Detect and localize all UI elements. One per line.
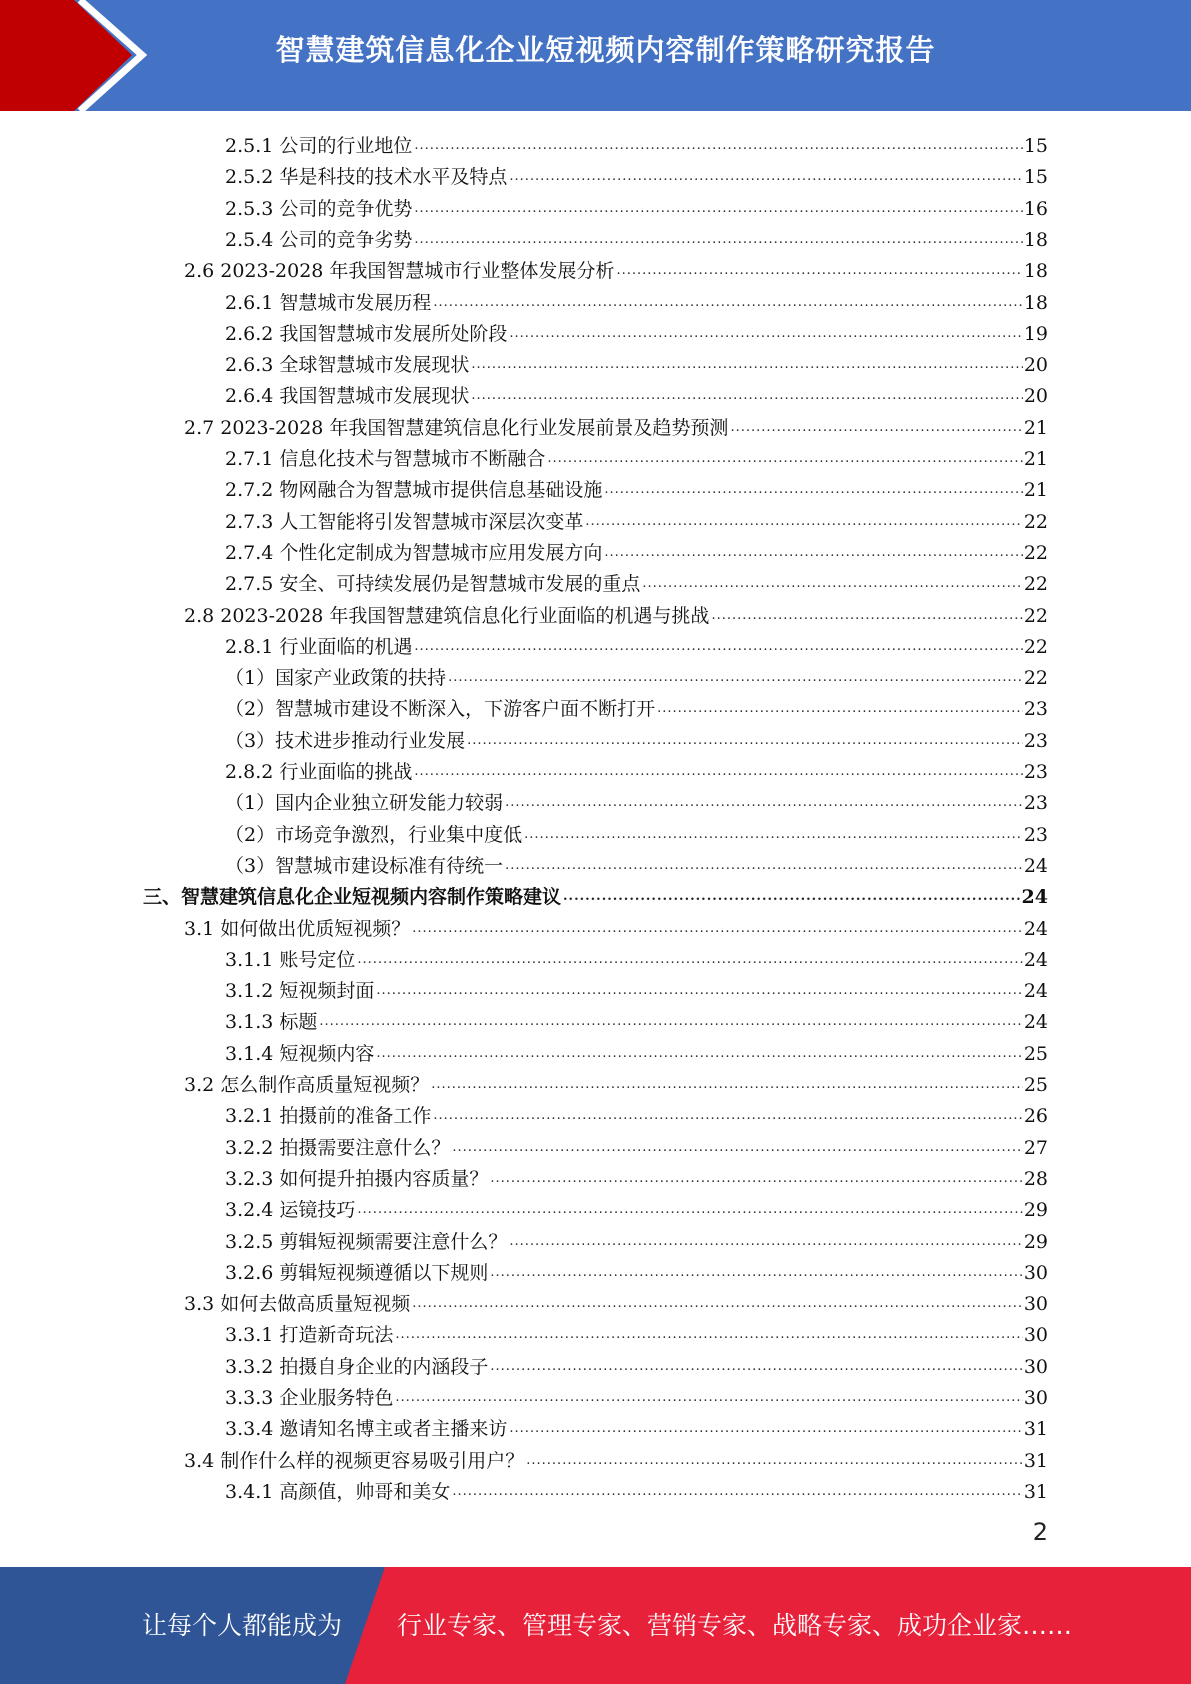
toc-entry-page: 23: [1023, 823, 1048, 846]
toc-entry[interactable]: [225, 784, 1048, 815]
toc-entry-title: 3.2.6 剪辑短视频遵循以下规则: [225, 1261, 489, 1284]
toc-entry[interactable]: [225, 190, 1048, 221]
toc-entry-page: 21: [1023, 479, 1048, 502]
toc-dot-leader: [505, 857, 1023, 875]
toc-entry-page: 18: [1023, 291, 1048, 314]
toc-entry-title: 3.3.3 企业服务特色: [225, 1387, 394, 1409]
footer-slogan-left: 让每个人都能成为: [142, 1611, 343, 1640]
toc-dot-leader: [505, 794, 1023, 812]
toc-entry-page: 31: [1023, 1418, 1048, 1441]
page-footer: [0, 1567, 1191, 1684]
toc-dot-leader: [357, 1201, 1022, 1219]
toc-entry-page: 21: [1023, 448, 1048, 470]
toc-dot-leader: [395, 1389, 1022, 1407]
footer-slogan-right: 行业专家、管理专家、营销专家、战略专家、成功企业家……: [397, 1611, 1073, 1640]
toc-entry-title: 2.7 2023-2028 年我国智慧建筑信息化行业发展前景及趋势预测: [184, 416, 729, 439]
toc-entry-page: 20: [1023, 385, 1048, 408]
toc-entry[interactable]: [225, 753, 1048, 784]
toc-dot-leader: [414, 638, 1022, 656]
toc-dot-leader: [376, 1045, 1022, 1063]
toc-entry[interactable]: [225, 1348, 1048, 1379]
toc-entry-title: 2.7.5 安全、可持续发展仍是智慧城市发展的重点: [225, 573, 641, 596]
toc-dot-leader: [471, 356, 1022, 374]
toc-entry-title: 2.8.2 行业面临的挑战: [225, 761, 413, 783]
toc-entry-title: 3.2.2 拍摄需要注意什么？: [225, 1136, 451, 1159]
toc-entry-title: 3.2.1 拍摄前的准备工作: [225, 1105, 432, 1128]
toc-entry-title: 2.6.1 智慧城市发展历程: [225, 291, 432, 314]
toc-entry-page: 25: [1023, 1042, 1048, 1065]
toc-entry-title: 2.6 2023-2028 年我国智慧城市行业整体发展分析: [184, 260, 615, 283]
toc-entry[interactable]: [225, 1097, 1048, 1128]
toc-entry-page: 24: [1023, 1011, 1048, 1034]
toc-entry[interactable]: [225, 628, 1048, 659]
toc-entry-page: 19: [1023, 322, 1048, 345]
toc-entry[interactable]: [225, 1410, 1048, 1441]
toc-dot-leader: [452, 1483, 1022, 1501]
toc-entry-page: 22: [1023, 510, 1048, 533]
toc-entry[interactable]: [184, 597, 1048, 628]
toc-entry-title: 2.6.4 我国智慧城市发展现状: [225, 385, 470, 408]
toc-entry-page: 22: [1023, 667, 1048, 690]
toc-entry-page: 15: [1023, 135, 1048, 157]
toc-entry-title: 3.1.1 账号定位: [225, 948, 356, 971]
toc-entry[interactable]: [225, 1473, 1048, 1504]
toc-dot-leader: [509, 325, 1022, 343]
toc-entry-page: 30: [1023, 1293, 1048, 1316]
toc-dot-leader: [585, 513, 1022, 531]
toc-entry[interactable]: [225, 377, 1048, 408]
toc-entry-title: 2.8.1 行业面临的机遇: [225, 635, 413, 658]
toc-entry-title: 2.5.2 华是科技的技术水平及特点: [225, 166, 508, 189]
toc-entry-title: 2.6.2 我国智慧城市发展所处阶段: [225, 322, 508, 345]
toc-dot-leader: [657, 700, 1023, 718]
toc-entry[interactable]: [225, 941, 1048, 972]
toc-entry-page: 26: [1023, 1105, 1048, 1128]
toc-entry[interactable]: [184, 910, 1048, 941]
toc-entry[interactable]: [225, 221, 1048, 252]
toc-entry-page: 23: [1023, 698, 1048, 721]
toc-entry-title: 3.3.4 邀请知名博主或者主播来访: [225, 1418, 508, 1441]
toc-entry-page: 30: [1023, 1387, 1048, 1409]
toc-dot-leader: [412, 1295, 1023, 1313]
toc-entry[interactable]: [225, 534, 1048, 565]
toc-entry-title: 3.3 如何去做高质量短视频: [184, 1293, 411, 1316]
toc-entry-page: 24: [1023, 854, 1048, 877]
toc-entry-title: （2）智慧城市建设不断深入，下游客户面不断打开: [225, 698, 656, 721]
toc-entry-page: 18: [1023, 260, 1048, 283]
toc-dot-leader: [547, 450, 1022, 468]
toc-entry-page: 24: [1023, 917, 1048, 940]
toc-dot-leader: [433, 294, 1022, 312]
toc-entry-page: 16: [1023, 197, 1048, 220]
toc-dot-leader: [414, 231, 1022, 249]
toc-entry-page: 23: [1023, 729, 1048, 752]
toc-dot-leader: [414, 200, 1022, 218]
toc-entry-title: 2.5.3 公司的竞争优势: [225, 197, 413, 220]
toc-entry-title: 3.2 怎么制作高质量短视频？: [184, 1074, 430, 1096]
toc-entry-page: 29: [1023, 1199, 1048, 1222]
toc-entry[interactable]: [225, 1191, 1048, 1222]
toc-entry-page: 31: [1023, 1449, 1048, 1472]
toc-entry-title: 2.7.2 物网融合为智慧城市提供信息基础设施: [225, 479, 603, 502]
toc-entry[interactable]: [184, 409, 1048, 440]
toc-entry[interactable]: [184, 1442, 1048, 1473]
toc-dot-leader: [414, 137, 1022, 155]
toc-entry-page: 30: [1023, 1261, 1048, 1284]
toc-entry-title: 2.8 2023-2028 年我国智慧建筑信息化行业面临的机遇与挑战: [184, 604, 710, 627]
toc-entry[interactable]: [225, 503, 1048, 534]
toc-dot-leader: [412, 920, 1023, 938]
toc-dot-leader: [357, 951, 1022, 969]
toc-entry-title: 2.7.4 个性化定制成为智慧城市应用发展方向: [225, 541, 603, 564]
toc-entry-page: 28: [1023, 1167, 1048, 1190]
toc-dot-leader: [433, 1107, 1022, 1125]
toc-dot-leader: [471, 387, 1022, 405]
toc-dot-leader: [616, 262, 1022, 280]
toc-entry-title: 3.1.3 标题: [225, 1011, 318, 1034]
toc-dot-leader: [604, 544, 1022, 562]
toc-entry-title: 2.5.4 公司的竞争劣势: [225, 228, 413, 251]
toc-entry-page: 21: [1023, 416, 1048, 439]
toc-entry[interactable]: [225, 1379, 1048, 1410]
toc-entry-title: 3.3.1 打造新奇玩法: [225, 1324, 394, 1347]
toc-dot-leader: [490, 1170, 1022, 1188]
toc-entry-title: 3.1 如何做出优质短视频？: [184, 917, 411, 940]
toc-entry-title: 3.3.2 拍摄自身企业的内涵段子: [225, 1355, 489, 1378]
toc-entry-page: 31: [1023, 1480, 1048, 1503]
toc-entry-page: 18: [1023, 228, 1048, 251]
toc-entry[interactable]: [225, 816, 1048, 847]
toc-dot-leader: [490, 1264, 1022, 1282]
toc-entry-title: 3.4 制作什么样的视频更容易吸引用户？: [184, 1449, 525, 1472]
toc-entry-title: （3）技术进步推动行业发展: [225, 729, 466, 752]
toc-dot-leader: [509, 168, 1022, 186]
toc-dot-leader: [319, 1013, 1022, 1031]
toc-entry[interactable]: [225, 972, 1048, 1003]
toc-entry-title: 3.2.5 剪辑短视频需要注意什么？: [225, 1230, 508, 1253]
toc-entry-page: 24: [1021, 886, 1048, 909]
toc-dot-leader: [509, 1233, 1022, 1251]
toc-entry-title: 2.5.1 公司的行业地位: [225, 135, 413, 157]
toc-entry-page: 22: [1023, 541, 1048, 564]
page-header: [0, 0, 1191, 111]
toc-entry[interactable]: [225, 690, 1048, 721]
toc-entry[interactable]: [225, 1223, 1048, 1254]
toc-entry-page: 24: [1023, 948, 1048, 971]
toc-entry[interactable]: [225, 1160, 1048, 1191]
toc-entry-page: 27: [1023, 1136, 1048, 1159]
toc-dot-leader: [490, 1358, 1022, 1376]
toc-entry-title: 三、智慧建筑信息化企业短视频内容制作策略建议: [143, 886, 562, 909]
toc-entry[interactable]: [225, 284, 1048, 315]
toc-dot-leader: [642, 575, 1022, 593]
toc-dot-leader: [524, 826, 1023, 844]
toc-entry[interactable]: [225, 1316, 1048, 1347]
toc-entry-page: 23: [1023, 761, 1048, 783]
toc-dot-leader: [431, 1076, 1023, 1094]
toc-entry[interactable]: [225, 659, 1048, 690]
toc-entry-page: 25: [1023, 1074, 1048, 1096]
toc-dot-leader: [563, 888, 1021, 906]
toc-entry-title: 2.7.1 信息化技术与智慧城市不断融合: [225, 448, 546, 470]
toc-entry-title: 3.1.2 短视频封面: [225, 980, 375, 1003]
toc-entry-page: 30: [1023, 1355, 1048, 1378]
toc-entry-page: 24: [1023, 980, 1048, 1003]
toc-dot-leader: [395, 1326, 1022, 1344]
page-number: 2: [1032, 1518, 1048, 1546]
toc-entry-title: 3.1.4 短视频内容: [225, 1042, 375, 1065]
toc-entry[interactable]: [225, 1035, 1048, 1066]
toc-entry-title: （1）国家产业政策的扶持: [225, 667, 447, 690]
toc-entry[interactable]: [225, 127, 1048, 158]
toc-entry-title: 3.2.4 运镜技巧: [225, 1199, 356, 1222]
toc-entry[interactable]: [225, 471, 1048, 502]
toc-entry[interactable]: [225, 346, 1048, 377]
toc-entry-title: （2）市场竞争激烈，行业集中度低: [225, 823, 523, 846]
toc-entry[interactable]: [143, 878, 1048, 909]
toc-entry[interactable]: [184, 1066, 1048, 1097]
toc-entry-title: 2.7.3 人工智能将引发智慧城市深层次变革: [225, 510, 584, 533]
toc-entry-page: 29: [1023, 1230, 1048, 1253]
toc-entry[interactable]: [225, 1129, 1048, 1160]
toc-dot-leader: [711, 607, 1022, 625]
toc-entry[interactable]: [225, 1254, 1048, 1285]
toc-entry[interactable]: [225, 1003, 1048, 1034]
toc-entry-title: （3）智慧城市建设标准有待统一: [225, 854, 504, 877]
toc-dot-leader: [414, 763, 1022, 781]
toc-dot-leader: [448, 669, 1023, 687]
toc-dot-leader: [376, 982, 1022, 1000]
toc-entry[interactable]: [225, 315, 1048, 346]
toc-dot-leader: [604, 481, 1022, 499]
toc-dot-leader: [730, 419, 1022, 437]
toc-entry-title: （1）国内企业独立研发能力较弱: [225, 792, 504, 815]
toc-dot-leader: [467, 732, 1023, 750]
toc-entry[interactable]: [184, 252, 1048, 283]
toc-entry-page: 22: [1023, 604, 1048, 627]
toc-entry-title: 3.2.3 如何提升拍摄内容质量？: [225, 1167, 489, 1190]
toc-entry[interactable]: [225, 847, 1048, 878]
toc-entry-page: 15: [1023, 166, 1048, 189]
toc-dot-leader: [509, 1420, 1022, 1438]
toc-entry-page: 30: [1023, 1324, 1048, 1347]
document-title: 智慧建筑信息化企业短视频内容制作策略研究报告: [275, 33, 936, 67]
toc-entry[interactable]: [225, 158, 1048, 189]
toc-entry-page: 22: [1023, 635, 1048, 658]
toc-entry-page: 22: [1023, 573, 1048, 596]
toc-entry[interactable]: [225, 722, 1048, 753]
toc-dot-leader: [452, 1139, 1022, 1157]
toc-entry[interactable]: [225, 440, 1048, 471]
toc-entry[interactable]: [225, 565, 1048, 596]
toc-entry-title: 3.4.1 高颜值，帅哥和美女: [225, 1480, 451, 1503]
toc-entry-page: 20: [1023, 354, 1048, 377]
toc-dot-leader: [526, 1452, 1023, 1470]
toc-entry[interactable]: [184, 1285, 1048, 1316]
toc-entry-page: 23: [1023, 792, 1048, 815]
toc-entry-title: 2.6.3 全球智慧城市发展现状: [225, 354, 470, 377]
